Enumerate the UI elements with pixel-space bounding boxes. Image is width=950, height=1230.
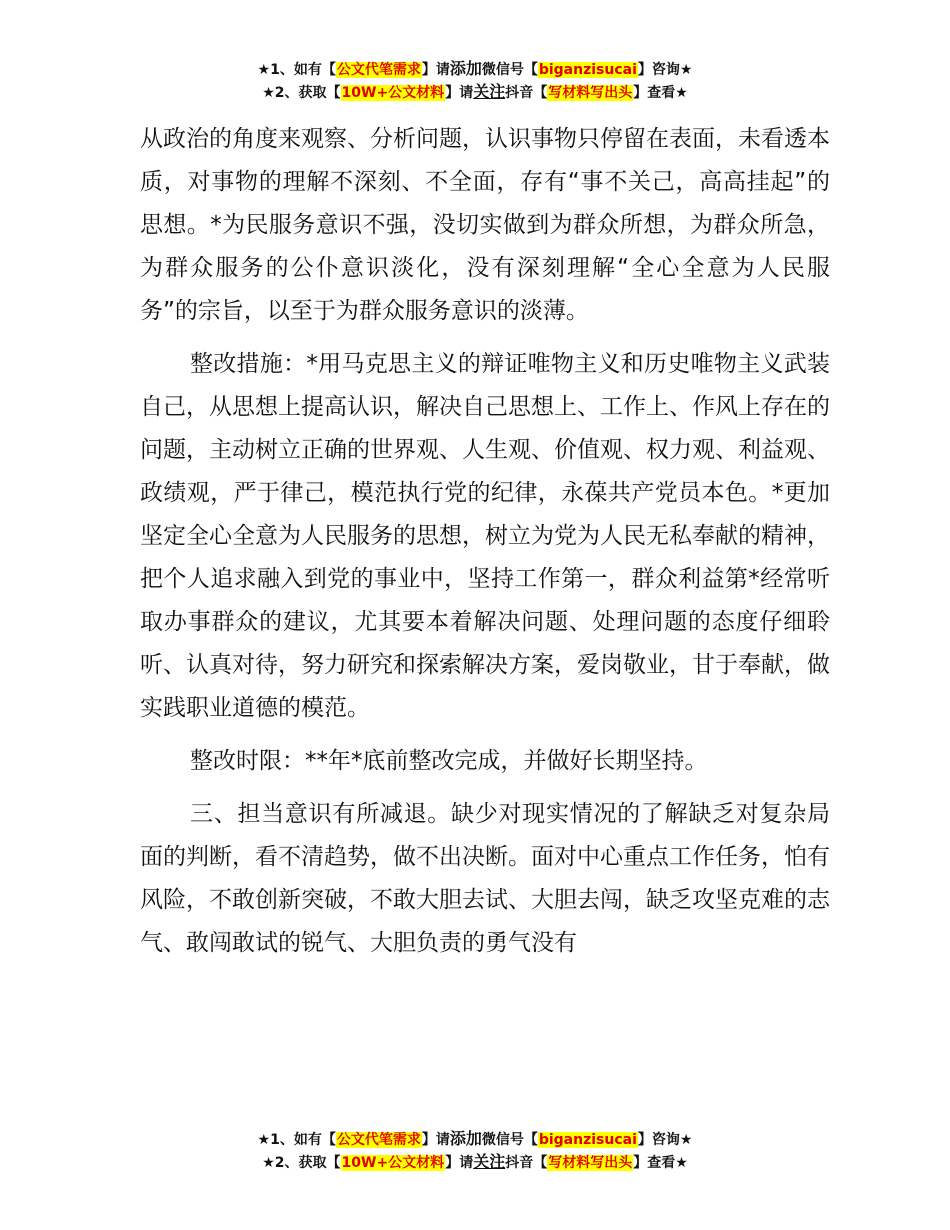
banner-line-2: ★2、获取【10W+公文材料】请关注抖音【写材料写出头】查看★ xyxy=(262,1152,688,1171)
star-icon: ★ xyxy=(257,62,271,78)
paragraph-rectification-measures: 整改措施：*用马克思主义的辩证唯物主义和历史唯物主义武装自己，从思想上提高认识，解决自己思想上、工作上、作风上存在的问题，主动树立正确的世界观、人生观、价值观、权力观、利益观、政绩观，严于律己，模范执行党的纪律，永葆共产党员本色。*更加坚定全心全意为人民服务的思想，树立为党为人民无私奉献的精神，把个人追求融入到党的事业中，坚持工作第一，群众利益第*经常听取办事群众的建议，尤其要本着解决问题、处理问题的态度仔细聆听、认真对待，努力研究和探索解决方案，爱岗敬业，甘于奉献，做实践职业道德的模范。 xyxy=(140,351,830,721)
star-icon: ★ xyxy=(675,1155,688,1171)
paragraph-rectification-deadline: 整改时限：**年*底前整改完成，并做好长期坚持。 xyxy=(190,748,708,774)
highlight-materials: 10W+公文材料 xyxy=(341,85,445,101)
highlight-materials: 10W+公文材料 xyxy=(341,1155,445,1171)
document-body xyxy=(140,118,830,965)
highlight-service: 公文代笔需求 xyxy=(336,1132,421,1148)
footer-banner xyxy=(0,1128,950,1174)
highlight-service: 公文代笔需求 xyxy=(336,62,421,78)
banner-line-1: ★1、如有【公文代笔需求】请添加微信号【biganzisucai】咨询★ xyxy=(257,59,693,78)
star-icon: ★ xyxy=(679,1132,693,1148)
star-icon: ★ xyxy=(675,85,688,101)
highlight-wechat-id: biganzisucai xyxy=(538,1132,637,1148)
header-banner xyxy=(0,58,950,104)
star-icon: ★ xyxy=(257,1132,271,1148)
banner-line-1: ★1、如有【公文代笔需求】请添加微信号【biganzisucai】咨询★ xyxy=(257,1129,693,1148)
highlight-account: 写材料写出头 xyxy=(548,85,633,101)
banner-line-2: ★2、获取【10W+公文材料】请关注抖音【写材料写出头】查看★ xyxy=(262,82,688,101)
star-icon: ★ xyxy=(262,1155,275,1171)
paragraph-section-three: 三、担当意识有所减退。缺少对现实情况的了解缺乏对复杂局面的判断，看不清趋势，做不出决断。面对中心重点工作任务，怕有风险，不敢创新突破，不敢大胆去试、大胆去闯，缺乏攻坚克难的志气、敢闯敢试的锐气、大胆负责的勇气没有 xyxy=(140,801,830,956)
highlight-account: 写材料写出头 xyxy=(548,1155,633,1171)
star-icon: ★ xyxy=(262,85,275,101)
highlight-wechat-id: biganzisucai xyxy=(538,62,637,78)
paragraph-problem-continued: 从政治的角度来观察、分析问题，认识事物只停留在表面，未看透本质，对事物的理解不深刻、不全面，存有“事不关己，高高挂起”的思想。*为民服务意识不强，没切实做到为群众所想，为群众所急，为群众服务的公仆意识淡化，没有深刻理解“全心全意为人民服务”的宗旨，以至于为群众服务意识的淡薄。 xyxy=(140,126,830,324)
star-icon: ★ xyxy=(679,62,693,78)
